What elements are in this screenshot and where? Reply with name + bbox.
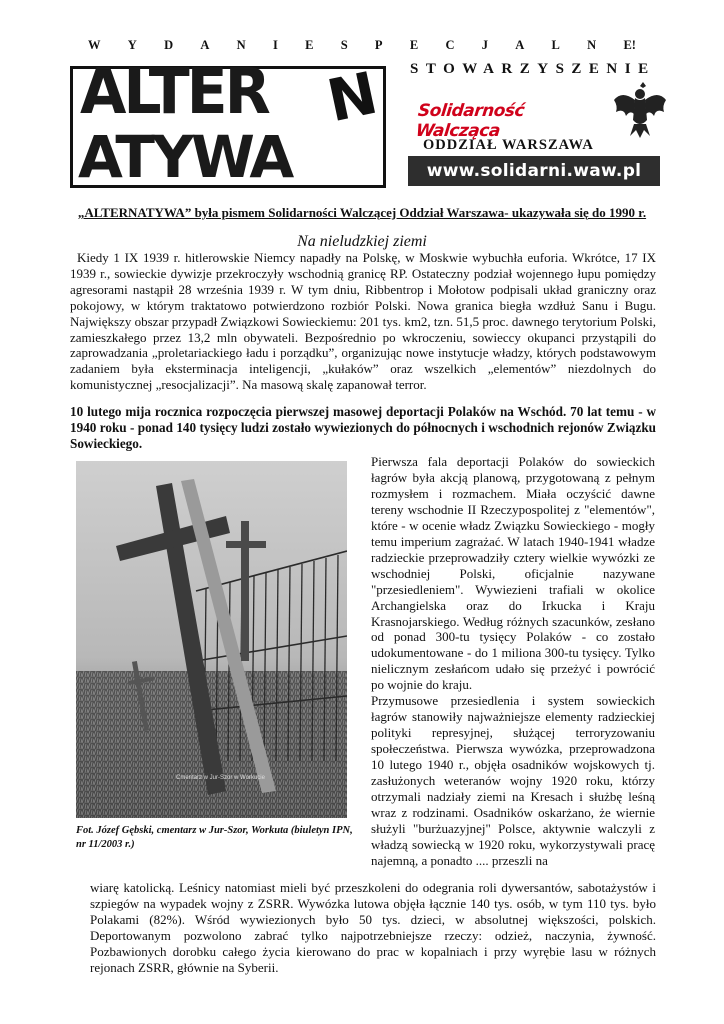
- column-paragraph-2: Przymusowe przesiedlenia i system sowieckich łagrów stanowiły najważniejsze elementy radzieckiej polityki represyjnej, służącej terroryzowaniu społeczeństwa. Pierwsza wywózka, przeprowadzona 10 lutego 1940 r., objęła osadników wojskowych tj. zasłużonych weteranów wojny 1920 roku, którzy otrzymali nadziały ziemi na Kresach i służbę leśną wraz z rodzinami. Osadników oskarżano, że wiernie służyli "burżuazyjnej" Polsce, aktywnie walczyli z władzą sowiecką w 1920 roku, wykorzystywali pracę najemną, a ponadto .... przeszli na: [371, 693, 655, 868]
- alternatywa-logo: [70, 55, 388, 191]
- intro-paragraph: Kiedy 1 IX 1939 r. hitlerowskie Niemcy napadły na Polskę, w Moskwie wybuchła euforia. Wkrótce, 17 IX 1939 r., sowieckie dywizje przekroczyły wschodnią granicę RP. Ostateczny podział wojennego łupu pomiędzy agresorami nastąpił 28 września 1939 r. W tym dniu, Ribbentrop i Mołotow podpisali układ graniczny oraz pokojowy, w którym traktatowo potwierdzono rozbiór Polski. Nowa granica biegła wzdłuż Sanu i Bugu. Największy obszar przypadł Związkowi Sowieckiemu: 201 tys. km2, tzn. 51,5 proc. dawnego terytorium Polski, zamieszkałego przez 13,2 mln obywateli. Bezpośrednio po wkroczeniu, sowieccy okupanci przystąpili do zaprowadzania „proletariackiego ładu i porządku”, organizując nowe instytucje władzy, których podstawowym zadaniem była eksterminacja inteligencji, „kułaków” oraz wszelkich „elementów” niezdolnych do komunistycznej „resocjalizacji”. Na masową skalę zapanował terror.: [70, 250, 656, 393]
- edition-letter: C: [445, 38, 455, 52]
- edition-letter: E: [305, 38, 314, 52]
- edition-heading: [88, 38, 636, 53]
- continuation-paragraph: wiarę katolicką. Leśnicy natomiast mieli być przeszkoleni do odegrania roli dywersantów, sabotażystów i szpiegów na wypadek wojny z ZSRR. Wywózka lutowa objęła łącznie 140 tys. osób, w tym 110 tys. było Polakami (82%). Wśród wywiezionych było 50 tys. dzieci, w absolutnej większości, polskich. Deportowanym pozwolono zabrać tylko najpotrzebniejsze rzeczy: odzież, naczynia, żywność. Pozbawionych dorobku całego życia kierowano do prac w kopalniach i przy wyrębie lasu w różnych rejonach ZSRR, głównie na Syberii.: [90, 880, 656, 975]
- photo-inscription: Cmentarz w Jur-Szor w Workucie: [176, 775, 265, 781]
- logo-line1: ALTER: [80, 55, 268, 129]
- website-url: www.solidarni.waw.pl: [426, 161, 642, 181]
- stowarzyszenie-label: STOWARZYSZENIE: [410, 61, 656, 77]
- solidarnosc-walczaca-logo: [413, 95, 597, 141]
- edition-letter: D: [164, 38, 174, 52]
- edition-letter: S: [340, 38, 348, 52]
- edition-letter: I: [272, 38, 278, 52]
- logo-line2: ATYWA: [78, 123, 292, 191]
- edition-letter: N: [587, 38, 597, 52]
- logo-n-letter: N: [321, 58, 384, 136]
- website-url-bar: [408, 156, 660, 186]
- edition-letter: L: [551, 38, 560, 52]
- cemetery-photo: [76, 461, 347, 818]
- edition-letter: J: [481, 38, 488, 52]
- right-column: [371, 454, 655, 869]
- column-paragraph-1: Pierwsza fala deportacji Polaków do sowieckich łagrów była akcją planową, przygotowaną z pełnym rozmysłem i rozmachem. Miała oczyścić dawne tereny wschodnie II Rzeczypospolitej z "elementów", które - w ocenie władz Związku Sowieckiego - mogły temu imperium zagrażać. W latach 1940-1941 władze radzieckie przeprowadziły cztery wielkie wywózki ze wschodniej Polski, oficjalnie nazywane "przesiedleniem". Wywiezieni trafiali w okolice Archangielska oraz do Irkucka i Kraju Krasnojarskiego. Według różnych szacunków, zesłano od ponad 300-tu tysięcy Polaków - co zostało udokumentowane - do 1 miliona 300-tu tysięcy. Tylko nielicznym zesłańcom udało się przeżyć i powrócić po wojnie do kraju.: [371, 454, 655, 693]
- eagle-emblem-icon: [612, 80, 668, 142]
- edition-letter: N: [236, 38, 246, 52]
- photo-caption: Fot. Józef Gębski, cmentarz w Jur-Szor, Workuta (biuletyn IPN, nr 11/2003 r.): [76, 825, 353, 850]
- edition-letter: E!: [623, 38, 636, 52]
- edition-letter: P: [374, 38, 383, 52]
- edition-letter: Y: [127, 38, 137, 52]
- edition-letter: W: [88, 38, 101, 52]
- edition-letter: A: [515, 38, 525, 52]
- article-title: Na nieludzkiej ziemi: [297, 233, 427, 250]
- lead-paragraph: 10 lutego mija rocznica rozpoczęcia pierwszej masowej deportacji Polaków na Wschód. 70 lat temu - w 1940 roku - ponad 140 tysięcy ludzi zostało wywiezionych do północnych i wschodnich rejonów Związku Sowieckiego.: [70, 404, 656, 451]
- solidarnosc-banner-text: Solidarność Walcząca: [414, 101, 526, 141]
- oddzial-warszawa-label: ODDZIAŁ WARSZAWA: [423, 137, 594, 153]
- edition-letter: E: [409, 38, 419, 52]
- tagline: „ALTERNATYWA” była pismem Solidarności Walczącej Oddział Warszawa- ukazywała się do 1990 r.: [77, 205, 647, 220]
- edition-letter: A: [200, 38, 210, 52]
